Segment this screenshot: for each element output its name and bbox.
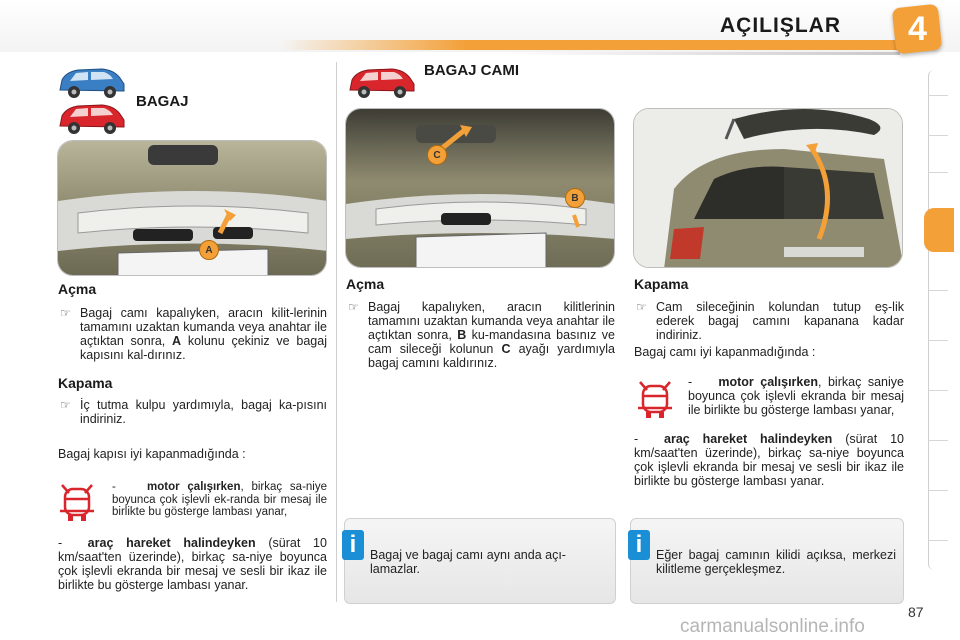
right-warning-intro: Bagaj camı iyi kapanmadığında : (634, 345, 816, 359)
callout-c: C (427, 145, 447, 165)
tab-divider (928, 490, 948, 491)
page-title: AÇILIŞLAR (720, 14, 841, 37)
page-number: 87 (908, 604, 924, 620)
chapter-badge (892, 4, 943, 55)
left-warning-intro: Bagaj kapısı iyi kapanmadığında : (58, 447, 246, 461)
callout-b: B (565, 188, 585, 208)
left-kapama-text: İç tutma kulpu yardımıyla, bagaj ka-pısını indiriniz. (80, 398, 327, 426)
left-kapama-heading: Kapama (58, 375, 113, 391)
info-text-right: Eğer bagaj camının kilidi açıksa, merkezi kilitleme gerçekleşmez. (656, 548, 896, 576)
chapter-tab-strip (928, 70, 948, 570)
blue-car-icon (56, 64, 128, 100)
tab-divider (928, 172, 948, 173)
open-boot-warning-icon (56, 481, 98, 523)
section-title-bagaj-cami: BAGAJ CAMI (424, 62, 520, 79)
right-kapama-heading: Kapama (634, 276, 689, 292)
hand-pointer-icon: ☞ (348, 300, 359, 314)
boot-handle-photo (57, 140, 327, 276)
left-acma-text: Bagaj camı kapalıyken, aracın kilit-lerinin tamamını uzaktan kumanda veya anahtar ile açtıktan sonra, A kolunu çekiniz ve bagaj kapısını kal-dırınız. (80, 306, 327, 362)
hand-pointer-icon: ☞ (60, 398, 71, 412)
section-title-bagaj: BAGAJ (136, 93, 189, 110)
header-stripe-secondary (500, 52, 900, 55)
open-rear-window-photo (633, 108, 903, 268)
red-car-icon (346, 64, 418, 100)
middle-acma-heading: Açma (346, 276, 385, 292)
tab-divider (928, 440, 948, 441)
callout-a: A (199, 240, 219, 260)
chapter-tab-active (924, 208, 954, 252)
middle-acma-text: Bagaj kapalıyken, aracın kilitlerinin tamamını uzaktan kumanda veya anahtar ile açtıktan sonra, B ku-mandasına basınız ve cam sileceği kolunun C ayağı yardımıyla bagaj camını kaldırınız. (368, 300, 615, 370)
info-icon: i (628, 530, 650, 560)
column-divider (336, 62, 337, 602)
info-icon: i (342, 530, 364, 560)
open-boot-warning-icon (634, 378, 676, 420)
tab-divider (928, 340, 948, 341)
watermark: carmanualsonline.info (680, 616, 865, 637)
tab-divider (928, 135, 948, 136)
tab-divider (928, 540, 948, 541)
left-warn-motor: - motor çalışırken, birkaç sa-niye boyunca çok işlevli ek-randa bir mesaj ile birlikte bu gösterge lambası yanar, (112, 481, 327, 518)
red-car-icon (56, 100, 128, 136)
right-warn-motor: - motor çalışırken, birkaç saniye boyunca çok işlevli ekranda bir mesaj ile birlikte bu gösterge lambası yanar, (688, 375, 904, 417)
tab-divider (928, 95, 948, 96)
right-warn-drive: - araç hareket halindeyken (sürat 10 km/saat'ten üzerinde), birkaç sa-niye boyunca çok işlevli ekranda bir mesaj ve sesli bir ikaz ile birlikte bu gösterge lambası yanar. (634, 432, 904, 488)
chapter-number: 4 (907, 9, 927, 48)
tab-divider (928, 290, 948, 291)
header-stripe (280, 40, 900, 50)
info-text-left: Bagaj ve bagaj camı aynı anda açı-lamazlar. (370, 548, 566, 576)
hand-pointer-icon: ☞ (60, 306, 71, 320)
hand-pointer-icon: ☞ (636, 300, 647, 314)
tab-divider (928, 390, 948, 391)
right-kapama-text: Cam sileceğinin kolundan tutup eş-lik ederek bagaj camını kapanana kadar indiriniz. (656, 300, 904, 342)
left-acma-heading: Açma (58, 281, 97, 297)
left-warn-drive: - araç hareket halindeyken (sürat 10 km/saat'ten üzerinde), birkaç sa-niye boyunca çok işlevli ekranda bir mesaj ve sesli bir ikaz ile birlikte bu gösterge lambası yanar. (58, 536, 327, 592)
